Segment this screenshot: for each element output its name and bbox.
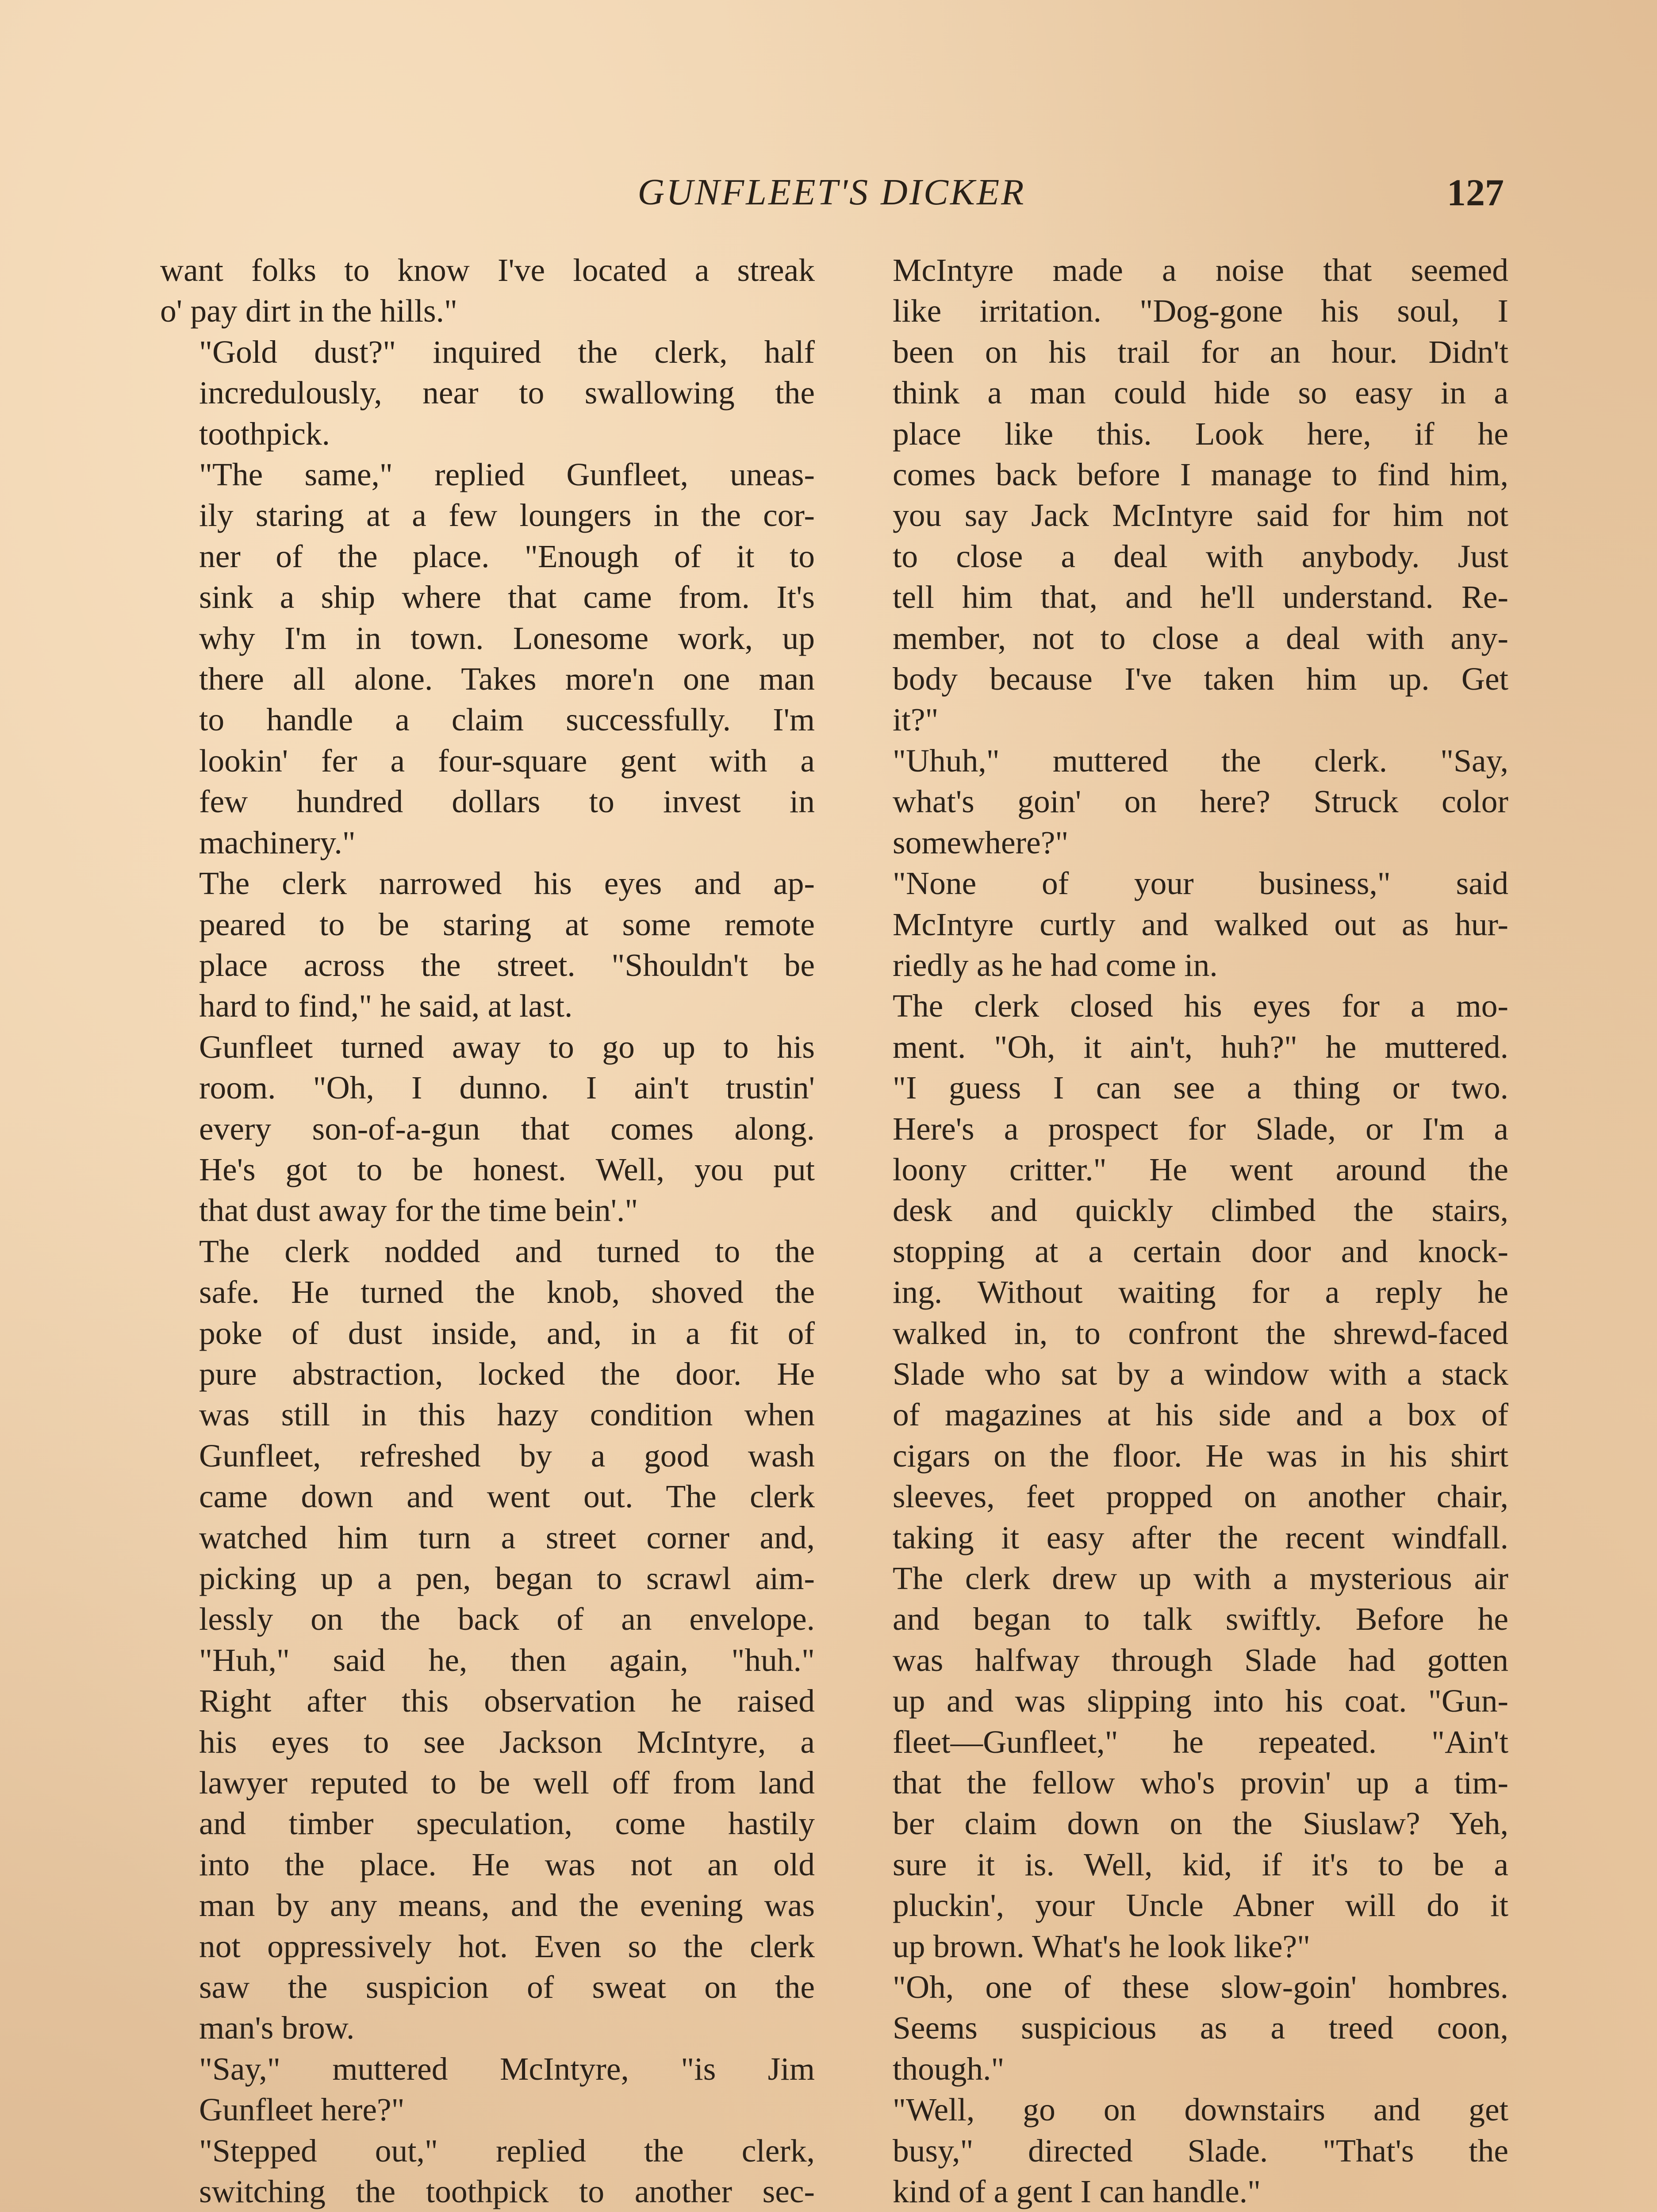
text-line: fleet—Gunfleet," he repeated. "Ain't — [893, 1724, 1508, 1760]
text-line: ber claim down on the Siuslaw? Yeh, — [893, 1805, 1508, 1842]
text-line: want folks to know I've located a streak — [160, 252, 815, 288]
paragraph — [854, 986, 1508, 1967]
text-line: not oppressively hot. Even so the clerk — [199, 1928, 815, 1964]
text-line: incredulously, near to swallowing the — [199, 375, 815, 411]
paragraph — [160, 2049, 815, 2131]
text-line: The clerk nodded and turned to the — [199, 1233, 815, 1269]
text-line: lawyer reputed to be well off from land — [199, 1765, 815, 1801]
text-line: picking up a pen, began to scrawl aim- — [199, 1560, 815, 1596]
text-line: sure it is. Well, kid, if it's to be a — [893, 1846, 1508, 1882]
text-line: "Gold dust?" inquired the clerk, half — [199, 334, 815, 370]
text-line: Gunfleet turned away to go up to his — [199, 1029, 815, 1065]
text-line: toothpick. — [199, 415, 330, 452]
paragraph — [160, 863, 815, 1027]
text-line: "The same," replied Gunfleet, uneas- — [199, 457, 815, 493]
text-line: The clerk drew up with a mysterious air — [893, 1560, 1508, 1596]
text-line: why I'm in town. Lonesome work, up — [199, 620, 815, 656]
text-line: Gunfleet here?" — [199, 2092, 405, 2128]
chapter-title: GUNFLEET'S DICKER — [637, 172, 1026, 213]
text-line: place like this. Look here, if he — [893, 415, 1508, 452]
paragraph — [160, 1231, 815, 2049]
text-line: "Huh," said he, then again, "huh." — [199, 1642, 815, 1678]
text-line: "Stepped out," replied the clerk, — [199, 2132, 815, 2169]
text-line: it?" — [893, 702, 939, 738]
text-line: safe. He turned the knob, shoved the — [199, 1274, 815, 1310]
text-line: desk and quickly climbed the stairs, — [893, 1192, 1508, 1229]
text-line: place across the street. "Shouldn't be — [199, 947, 815, 983]
text-line: ily staring at a few loungers in the cor- — [199, 497, 815, 534]
text-line: "Oh, one of these slow-goin' hombres. — [893, 1969, 1508, 2005]
text-line: member, not to close a deal with any- — [893, 620, 1508, 656]
text-line: and timber speculation, come hastily — [199, 1805, 815, 1842]
text-line: like irritation. "Dog-gone his soul, I — [893, 293, 1508, 329]
text-line: somewhere?" — [893, 824, 1069, 860]
text-line: Gunfleet, refreshed by a good wash — [199, 1437, 815, 1474]
text-line: what's goin' on here? Struck color — [893, 783, 1508, 820]
text-line: poke of dust inside, and, in a fit of — [199, 1315, 815, 1351]
text-line: riedly as he had come in. — [893, 947, 1218, 983]
text-line: ing. Without waiting for a reply he — [893, 1274, 1508, 1310]
text-line: came down and went out. The clerk — [199, 1479, 815, 1515]
text-line: cigars on the floor. He was in his shirt — [893, 1437, 1508, 1474]
text-line: think a man could hide so easy in a — [893, 375, 1508, 411]
text-line: man's brow. — [199, 2010, 355, 2046]
text-line: that the fellow who's provin' up a tim- — [893, 1765, 1508, 1801]
text-line: "None of your business," said — [893, 865, 1508, 902]
text-line: that dust away for the time bein'." — [199, 1192, 638, 1229]
text-line: comes back before I manage to find him, — [893, 457, 1508, 493]
text-line: man by any means, and the evening was — [199, 1887, 815, 1924]
text-line: walked in, to confront the shrewd-faced — [893, 1315, 1508, 1351]
paragraph — [854, 741, 1508, 863]
paragraph — [854, 1967, 1508, 2089]
text-line: few hundred dollars to invest in — [199, 783, 815, 820]
text-line: He's got to be honest. Well, you put — [199, 1151, 815, 1187]
text-line: pure abstraction, locked the door. He — [199, 1356, 815, 1392]
text-line: lookin' fer a four-square gent with a — [199, 742, 815, 779]
text-line: room. "Oh, I dunno. I ain't trustin' — [199, 1070, 815, 1106]
text-line: "Say," muttered McIntyre, "is Jim — [199, 2051, 815, 2087]
text-column-right — [854, 250, 1508, 2212]
paragraph — [160, 454, 815, 863]
text-line: though." — [893, 2051, 1005, 2087]
page-number: 127 — [1447, 171, 1504, 214]
text-line: kind of a gent I can handle." — [893, 2174, 1261, 2210]
text-line: McIntyre curtly and walked out as hur- — [893, 906, 1508, 942]
text-line: "Well, go on downstairs and get — [893, 2092, 1508, 2128]
text-line: switching the toothpick to another sec- — [199, 2174, 815, 2210]
text-line: body because I've taken him up. Get — [893, 661, 1508, 697]
paragraph — [854, 250, 1508, 741]
text-line: peared to be staring at some remote — [199, 906, 815, 942]
text-line: pluckin', your Uncle Abner will do it — [893, 1887, 1508, 1924]
text-column-left — [160, 250, 815, 2212]
text-line: The clerk narrowed his eyes and ap- — [199, 865, 815, 902]
text-line: loony critter." He went around the — [893, 1151, 1508, 1187]
text-line: stopping at a certain door and knock- — [893, 1233, 1508, 1269]
text-line: up and was slipping into his coat. "Gun- — [893, 1683, 1508, 1719]
text-line: "Uhuh," muttered the clerk. "Say, — [893, 742, 1508, 779]
text-line: been on his trail for an hour. Didn't — [893, 334, 1508, 370]
running-head — [159, 168, 1504, 217]
text-line: taking it easy after the recent windfall. — [893, 1519, 1508, 1555]
text-line: busy," directed Slade. "That's the — [893, 2132, 1508, 2169]
text-line: Seems suspicious as a treed coon, — [893, 2010, 1508, 2046]
text-line: saw the suspicion of sweat on the — [199, 1969, 815, 2005]
text-line: into the place. He was not an old — [199, 1846, 815, 1882]
text-line: watched him turn a street corner and, — [199, 1519, 815, 1555]
text-line: sleeves, feet propped on another chair, — [893, 1479, 1508, 1515]
text-line: his eyes to see Jackson McIntyre, a — [199, 1724, 815, 1760]
text-line: was still in this hazy condition when — [199, 1397, 815, 1433]
text-line: up brown. What's he look like?" — [893, 1928, 1311, 1964]
text-line: to handle a claim successfully. I'm — [199, 702, 815, 738]
text-line: "I guess I can see a thing or two. — [893, 1070, 1508, 1106]
text-line: Here's a prospect for Slade, or I'm a — [893, 1110, 1508, 1147]
text-line: lessly on the back of an envelope. — [199, 1601, 815, 1637]
paragraph — [160, 250, 815, 332]
text-line: The clerk closed his eyes for a mo- — [893, 988, 1508, 1024]
text-line: Slade who sat by a window with a stack — [893, 1356, 1508, 1392]
paragraph — [160, 332, 815, 454]
text-line: of magazines at his side and a box of — [893, 1397, 1508, 1433]
text-line: ner of the place. "Enough of it to — [199, 538, 815, 574]
text-line: to close a deal with anybody. Just — [893, 538, 1508, 574]
text-line: and began to talk swiftly. Before he — [893, 1601, 1508, 1637]
text-line: every son-of-a-gun that comes along. — [199, 1110, 815, 1147]
text-line: o' pay dirt in the hills." — [160, 293, 458, 329]
text-line: you say Jack McIntyre said for him not — [893, 497, 1508, 534]
text-line: hard to find," he said, at last. — [199, 988, 573, 1024]
paragraph — [160, 1027, 815, 1231]
text-line: ment. "Oh, it ain't, huh?" he muttered. — [893, 1029, 1508, 1065]
paragraph — [160, 2131, 815, 2212]
text-line: there all alone. Takes more'n one man — [199, 661, 815, 697]
text-line: sink a ship where that came from. It's — [199, 579, 815, 615]
text-line: Right after this observation he raised — [199, 1683, 815, 1719]
text-line: was halfway through Slade had gotten — [893, 1642, 1508, 1678]
paragraph — [854, 2089, 1508, 2212]
text-line: tell him that, and he'll understand. Re- — [893, 579, 1508, 615]
paragraph — [854, 863, 1508, 986]
text-line: machinery." — [199, 824, 356, 860]
text-line: McIntyre made a noise that seemed — [893, 252, 1508, 288]
